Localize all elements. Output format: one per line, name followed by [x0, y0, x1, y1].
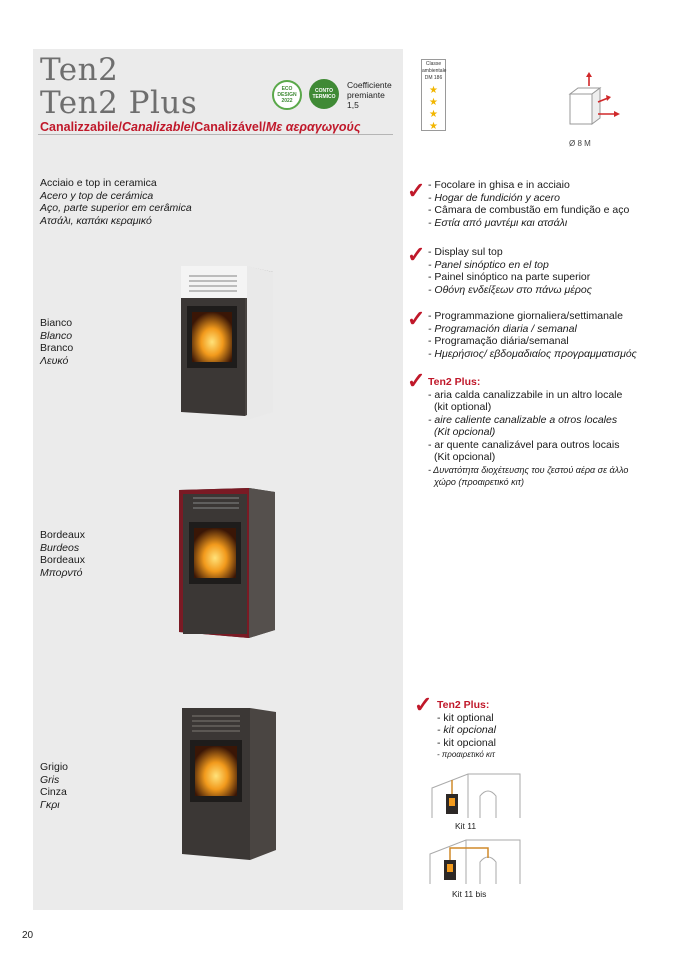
color-grigio-label: Grigio Gris Cinza Γκρι	[40, 761, 69, 811]
checkmark-icon: ✓	[407, 242, 426, 267]
stove-bianco-image	[175, 262, 275, 420]
star-icon: ★	[429, 97, 438, 108]
kit-section: Ten2 Plus: - kit optional - kit opcional - kit opcional - προαιρετικό κιτ	[437, 699, 496, 759]
kit11bis-label: Kit 11 bis	[452, 889, 487, 899]
title-divider	[38, 134, 393, 135]
diameter-label: Ø 8 M	[569, 139, 591, 148]
checkmark-icon: ✓	[407, 306, 426, 331]
classe-ambientale-badge: Classe ambientale DM 186 ★ ★ ★ ★	[422, 61, 447, 132]
checkmark-icon: ✓	[414, 692, 433, 717]
feature-display: - Display sul top - Panel sinóptico en el top - Painel sinóptico na parte superior - Οθόνη ενδείξεων στο πάνω μέρος	[428, 246, 592, 296]
star-icon: ★	[429, 109, 438, 120]
feature-programmazione: - Programmazione giornaliera/settimanale - Programación diaria / semanal - Programação diária/semanal - Ημερήσιος/ εβδομαδιαίος προγραμματισμός	[428, 310, 637, 360]
eco-design-badge: ECO DESIGN 2022	[272, 80, 302, 110]
stove-bordeaux-image	[175, 484, 279, 642]
checkmark-icon: ✓	[407, 368, 426, 393]
materials-text: Acciaio e top in ceramica Acero y top de cerámica Aço, parte superior em cerâmica Ατσάλι, καπάκι κεραμικό	[40, 177, 192, 227]
feature-ten2plus: Ten2 Plus: - aria calda canalizzabile in un altro locale (kit optional) - aire caliente canalizable a otros locales (Kit opcional) - ar quente canalizável para outros locais (Kit opcional) - Δυνατότητα διοχέτευσης του ζεστού αέρα σε άλλο χώρο (προαιρετικό κιτ)	[428, 376, 629, 487]
checkmark-icon: ✓	[407, 178, 426, 203]
kit11bis-diagram	[428, 836, 522, 886]
coefficient-label: Coefficiente premiante 1,5	[347, 80, 392, 110]
conto-termico-badge: CONTO TERMICO	[309, 79, 339, 109]
stove-grigio-image	[178, 704, 280, 864]
canalizable-label: Canalizzabile/Canalizable/Canalizável/Με αεραγωγούς	[40, 120, 361, 134]
product-title-plus: Ten2 Plus	[40, 85, 198, 121]
feature-focolare: - Focolare in ghisa e in acciaio - Hogar de fundición y acero - Câmara de combustão em fundição e aço - Εστία από μαντέμι και ατσάλι	[428, 179, 630, 229]
color-bordeaux-label: Bordeaux Burdeos Bordeaux Μπορντό	[40, 529, 85, 579]
kit11-diagram	[430, 770, 522, 820]
color-bianco-label: Bianco Blanco Branco Λευκό	[40, 317, 74, 367]
flue-diagram-icon	[562, 72, 627, 147]
page-number: 20	[22, 930, 34, 941]
product-title: Ten2	[40, 52, 119, 88]
kit11-label: Kit 11	[455, 821, 477, 831]
star-icon: ★	[429, 85, 438, 96]
star-icon: ★	[429, 121, 438, 132]
